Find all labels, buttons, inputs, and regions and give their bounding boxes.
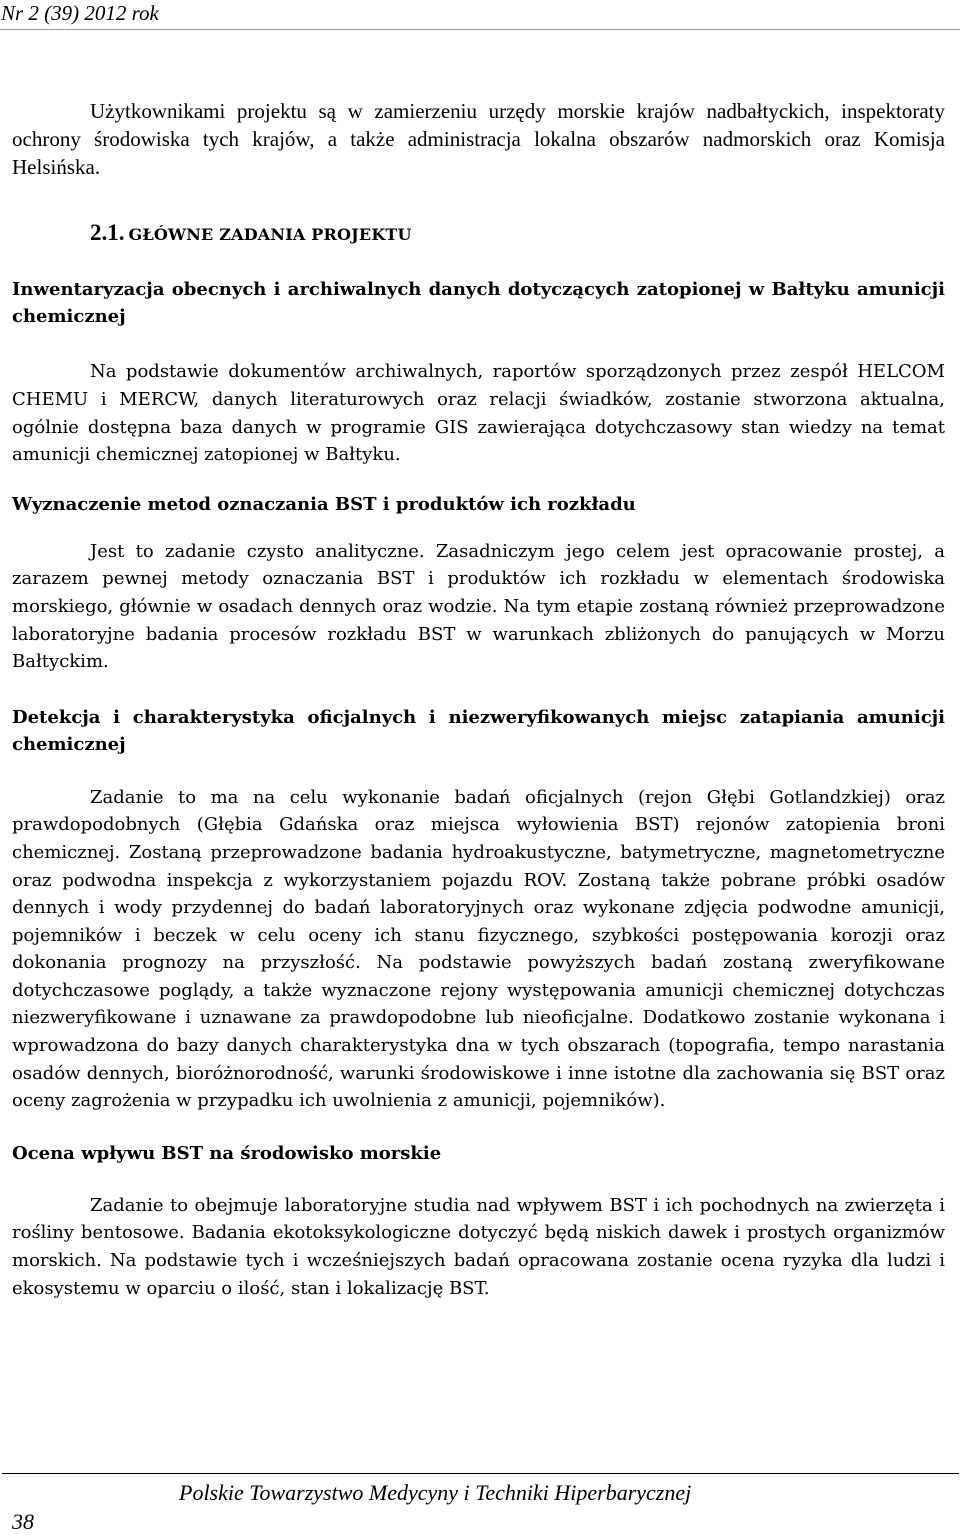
issue-header: Nr 2 (39) 2012 rok [1, 1, 159, 25]
section-title: GŁÓWNE ZADANIA PROJEKTU [128, 225, 412, 245]
article-body [12, 98, 945, 1302]
header-divider [0, 29, 960, 30]
task-4-heading: Ocena wpływu BST na środowisko morskie [12, 1142, 442, 1164]
task-1-heading: Inwentaryzacja obecnych i archiwalnych danych dotyczących zatopionej w Bałtyku amunicji chemicznej [12, 279, 945, 328]
task-3-heading: Detekcja i charakterystyka oficjalnych i niezweryfikowanych miejsc zatapiania amunicji chemicznej [12, 706, 945, 755]
journal-title: Polskie Towarzystwo Medycyny i Techniki Hiperbarycznej [179, 1480, 692, 1505]
footer-divider [2, 1473, 959, 1474]
task-1-text: Na podstawie dokumentów archiwalnych, raportów sporządzonych przez zespół HELCOM CHEMU i MERCW, danych literaturowych oraz relacji świadków, zostanie stworzona aktualna, ogólnie dostępna baza danych w programie GIS zawierająca dotychczasowy stan wiedzy na temat amunicji chemicznej zatopionej w Bałtyku. [12, 361, 945, 466]
task-4-text: Zadanie to obejmuje laboratoryjne studia nad wpływem BST i ich pochodnych na zwierzęta i rośliny bentosowe. Badania ekotoksykologiczne dotyczyć będą niskich dawek i prostych organizmów morskich. Na podstawie tych i wcześniejszych badań opracowana zostanie ocena ryzyka dla ludzi i ekosystemu w oparciu o ilość, stan i lokalizację BST. [12, 1194, 945, 1299]
page-number: 38 [12, 1509, 34, 1534]
task-2-heading: Wyznaczenie metod oznaczania BST i produktów ich rozkładu [12, 493, 636, 515]
intro-paragraph: Użytkownikami projektu są w zamierzeniu urzędy morskie krajów nadbałtyckich, inspektoraty ochrony środowiska tych krajów, a także administracja lokalna obszarów nadmorskich oraz Komisja Helsińska. [12, 99, 945, 179]
task-2-text: Jest to zadanie czysto analityczne. Zasadniczym jego celem jest opracowanie prostej, a zarazem pewnej metody oznaczania BST i produktów ich rozkładu w elementach środowiska morskiego, głównie w osadach dennych oraz wodzie. Na tym etapie zostaną również przeprowadzone laboratoryjne badania procesów rozkładu BST w warunkach zbliżonych do panujących w Morzu Bałtyckim. [12, 540, 945, 673]
section-heading [90, 219, 945, 250]
section-number: 2.1. [90, 220, 125, 246]
task-3-text: Zadanie to ma na celu wykonanie badań oficjalnych (rejon Głębi Gotlandzkiej) oraz prawdopodobnych (Głębia Gdańska oraz miejsca wyłowienia BST) rejonów zatopienia broni chemicznej. Zostaną przeprowadzone badania hydroakustyczne, batymetryczne, magnetometryczne oraz podwodna inspekcja z wykorzystaniem pojazdu ROV. Zostaną także pobrane próbki osadów dennych i wody przydennej do badań laboratoryjnych oraz wykonane zdjęcia podwodne amunicji, pojemników i beczek w celu oceny ich stanu fizycznego, szybkości postępowania korozji oraz dokonania prognozy na przyszłość. Na podstawie powyższych badań zostaną zweryfikowane dotychczasowe poglądy, a także wyznaczone rejony występowania amunicji chemicznej dotychczas niezweryfikowane i uznawane za prawdopodobne lub nieoficjalne. Dodatkowo zostanie wykonana i wprowadzona do bazy danych charakterystyka dna w tych obszarach (topografia, tempo narastania osadów dennych, bioróżnorodność, warunki środowiskowe i inne istotne dla zachowania się BST oraz oceny zagrożenia w przypadku ich uwolnienia z amunicji, pojemników). [12, 786, 945, 1112]
